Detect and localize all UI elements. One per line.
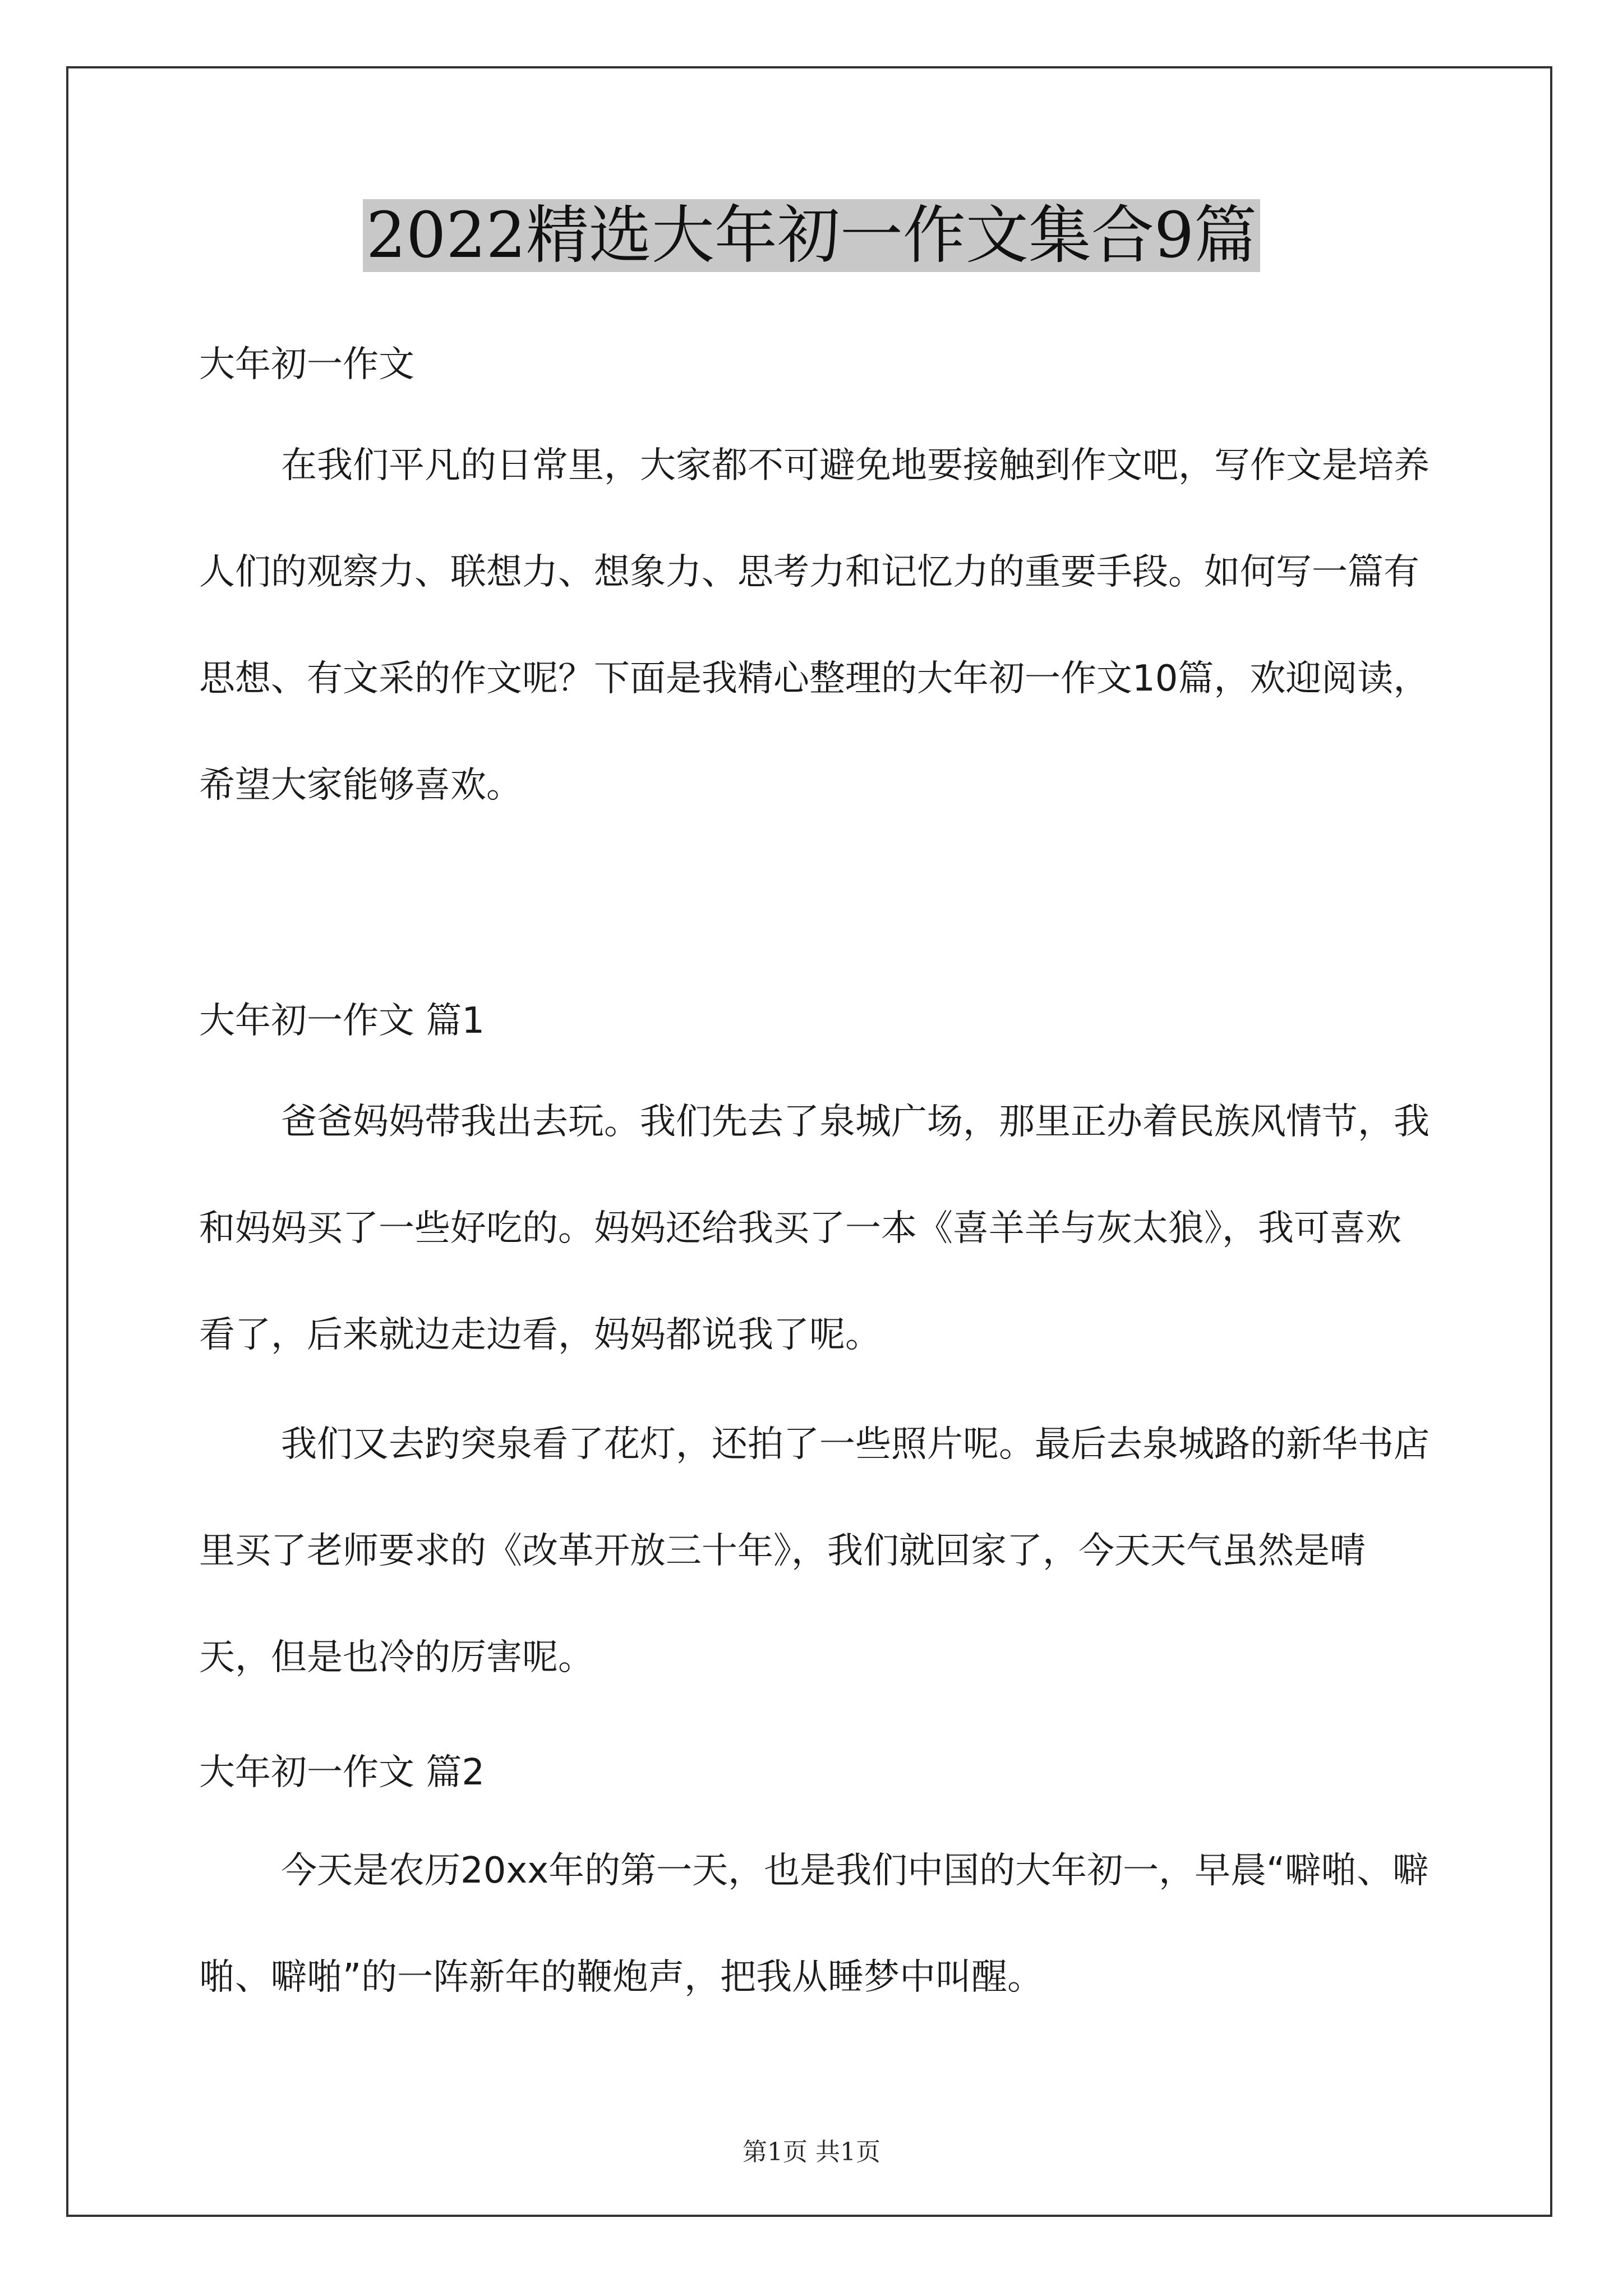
intro-paragraph: 在我们平凡的日常里，大家都不可避免地要接触到作文吧，写作文是培养人们的观察力、联想力、想象力、思考力和记忆力的重要手段。如何写一篇有思想、有文采的作文呢？下面是我精心整理的大年初一作文10篇，欢迎阅读，希望大家能够喜欢。: [199, 445, 1430, 806]
intro-heading: 大年初一作文: [199, 344, 414, 385]
section1-paragraph-1: 爸爸妈妈带我出去玩。我们先去了泉城广场，那里正办着民族风情节，我和妈妈买了一些好吃的。妈妈还给我买了一本《喜羊羊与灰太狼》，我可喜欢看了，后来就边走边看，妈妈都说我了呢。: [199, 1101, 1430, 1356]
section2-heading: 大年初一作文 篇2: [199, 1752, 485, 1793]
section1-paragraph-2: 我们又去趵突泉看了花灯，还拍了一些照片呢。最后去泉城路的新华书店里买了老师要求的《改革开放三十年》，我们就回家了，今天天气虽然是晴天，但是也冷的厉害呢。: [199, 1424, 1430, 1678]
section1-heading: 大年初一作文 篇1: [199, 1000, 485, 1042]
section2-paragraph-1: 今天是农历20xx年的第一天，也是我们中国的大年初一，早晨“噼啪、噼啪、噼啪”的一阵新年的鞭炮声，把我从睡梦中叫醒。: [199, 1850, 1429, 1998]
page-footer: 第1页 共1页: [743, 2138, 880, 2166]
document-title: [0, 191, 1623, 280]
title-text: 2022精选大年初一作文集合9篇: [363, 199, 1260, 272]
